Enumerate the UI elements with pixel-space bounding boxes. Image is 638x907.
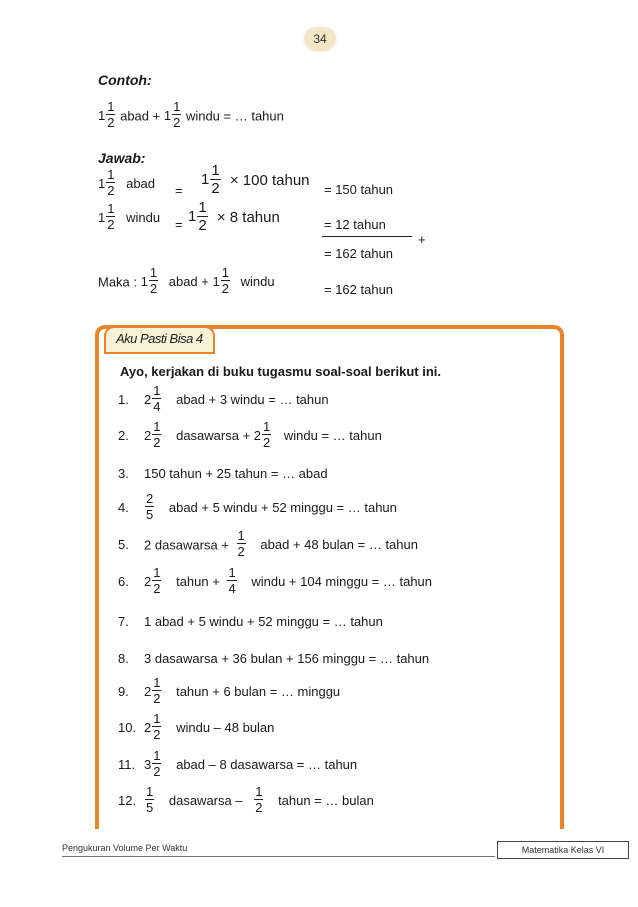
exercise-instruction: Ayo, kerjakan di buku tugasmu soal-soal berikut ini.	[120, 364, 441, 379]
jawab-row1-left	[98, 167, 156, 200]
question-1	[118, 383, 329, 416]
question-text: windu = … tahun	[283, 428, 382, 444]
numerator: 1	[255, 784, 263, 799]
maka-label: Maka :	[98, 274, 138, 290]
question-9	[118, 675, 341, 708]
footer-left: Pengukuran Volume Per Waktu	[62, 843, 188, 853]
numerator: 1	[107, 201, 115, 216]
mixed-whole: 2	[144, 427, 152, 443]
jawab-row2-result: = 12 tahun	[324, 217, 386, 232]
fraction	[145, 785, 154, 815]
fraction	[210, 162, 220, 197]
mixed-whole: 2	[144, 573, 152, 589]
fraction	[106, 100, 115, 130]
question-10	[118, 711, 275, 744]
contoh-heading: Contoh:	[98, 72, 152, 88]
unit-text: abad	[126, 176, 156, 192]
question-4	[118, 491, 397, 524]
question-6	[118, 565, 433, 598]
question-text: 150 tahun + 25 tahun = … abad	[144, 466, 328, 481]
question-text: abad + 5 windu + 52 minggu = … tahun	[168, 500, 397, 516]
numerator: 1	[173, 99, 181, 114]
question-number: 4.	[118, 500, 129, 516]
page-number: 34	[305, 28, 335, 50]
numerator: 1	[228, 565, 236, 580]
question-number: 5.	[118, 537, 129, 553]
maka-text: abad +	[168, 274, 209, 290]
numerator: 1	[153, 675, 161, 690]
fraction	[197, 199, 207, 234]
denominator: 5	[146, 507, 154, 522]
maka-text: windu	[240, 274, 275, 290]
maka-line	[98, 265, 275, 298]
question-number: 2.	[118, 428, 129, 444]
denominator: 2	[237, 544, 245, 559]
question-number: 8.	[118, 651, 129, 666]
numerator: 1	[263, 419, 271, 434]
fraction	[152, 712, 161, 742]
denominator: 2	[198, 217, 207, 234]
jawab-heading: Jawab:	[98, 150, 146, 166]
exercise-title: Aku Pasti Bisa 4	[104, 326, 215, 354]
mixed-whole: 1	[98, 175, 106, 191]
mixed-whole: 3	[144, 756, 152, 772]
denominator: 4	[153, 399, 161, 414]
numerator: 1	[149, 265, 158, 280]
numerator: 2	[146, 491, 154, 506]
denominator: 2	[153, 764, 161, 779]
numerator: 1	[153, 565, 161, 580]
question-number: 6.	[118, 574, 129, 590]
contoh-problem	[98, 99, 284, 132]
question-text: windu – 48 bulan	[176, 720, 275, 736]
question-number: 11.	[118, 757, 136, 773]
sum-rule	[322, 236, 412, 237]
fraction	[152, 676, 161, 706]
unit-text: windu	[126, 210, 161, 226]
question-7	[118, 614, 383, 629]
fraction	[172, 100, 181, 130]
numerator: 1	[198, 199, 207, 216]
footer-rule	[62, 856, 495, 857]
jawab-row2-expr	[188, 201, 280, 236]
denominator: 2	[149, 281, 158, 296]
question-number: 7.	[118, 614, 129, 629]
denominator: 2	[255, 800, 263, 815]
fraction	[149, 266, 158, 296]
denominator: 2	[153, 727, 161, 742]
question-text: tahun = … bulan	[278, 793, 374, 809]
mixed-whole: 1	[98, 209, 106, 225]
question-text: tahun + 6 bulan = … minggu	[176, 684, 341, 700]
fraction	[262, 420, 271, 450]
question-text: abad + 3 windu = … tahun	[176, 392, 329, 408]
question-number: 1.	[118, 392, 129, 408]
maka-result: = 162 tahun	[324, 282, 394, 297]
question-number: 10.	[118, 720, 137, 736]
denominator: 2	[153, 691, 161, 706]
denominator: 4	[228, 581, 236, 596]
mixed-whole: 1	[98, 107, 106, 123]
question-text: tahun +	[176, 574, 220, 590]
jawab-row1-result: = 150 tahun	[324, 182, 394, 197]
plus-sign: +	[418, 232, 426, 247]
numerator: 1	[153, 711, 161, 726]
jawab-row1-expr	[201, 164, 310, 199]
jawab-row1-eq: =	[175, 183, 183, 198]
denominator: 2	[221, 281, 229, 296]
numerator: 1	[153, 419, 161, 434]
denominator: 5	[146, 800, 154, 815]
denominator: 2	[153, 435, 161, 450]
denominator: 2	[211, 180, 220, 197]
jawab-sum: = 162 tahun	[324, 246, 394, 261]
fraction	[237, 529, 246, 559]
question-number: 12.	[118, 793, 137, 809]
numerator: 1	[153, 383, 161, 398]
problem-text: windu = … tahun	[185, 108, 284, 124]
question-number: 3.	[118, 466, 129, 481]
question-12	[118, 784, 374, 817]
question-text: dasawarsa –	[168, 793, 243, 809]
mixed-whole: 1	[212, 273, 220, 289]
numerator: 1	[237, 528, 245, 543]
numerator: 1	[221, 265, 229, 280]
fraction	[106, 168, 115, 198]
expression-text: × 100 tahun	[229, 172, 310, 190]
question-text: 3 dasawarsa + 36 bulan + 156 minggu = … tahun	[144, 651, 430, 666]
question-text: dasawarsa +	[176, 428, 251, 444]
question-8	[118, 651, 429, 666]
denominator: 2	[107, 217, 115, 232]
question-text: 2 dasawarsa +	[144, 537, 229, 553]
question-text: abad + 48 bulan = … tahun	[260, 537, 418, 553]
fraction	[152, 566, 161, 596]
fraction	[152, 420, 161, 450]
mixed-whole: 1	[201, 171, 210, 188]
fraction	[254, 785, 263, 815]
denominator: 2	[263, 435, 271, 450]
jawab-row2-left	[98, 201, 161, 234]
mixed-whole: 2	[144, 683, 152, 699]
denominator: 2	[153, 581, 161, 596]
problem-text: abad +	[120, 108, 161, 124]
fraction	[145, 492, 154, 522]
question-11	[118, 748, 358, 781]
expression-text: × 8 tahun	[216, 209, 280, 227]
fraction	[227, 566, 236, 596]
mixed-whole: 1	[188, 208, 197, 225]
mixed-whole: 2	[144, 719, 152, 735]
jawab-row2-eq: =	[175, 217, 183, 232]
question-5	[118, 528, 418, 561]
numerator: 1	[107, 167, 115, 182]
fraction	[152, 749, 161, 779]
footer-right: Matematika Kelas VI	[497, 841, 629, 859]
numerator: 1	[107, 99, 115, 114]
question-2	[118, 419, 382, 452]
numerator: 1	[211, 162, 220, 179]
mixed-whole: 1	[140, 273, 148, 289]
fraction	[221, 266, 230, 296]
denominator: 2	[107, 183, 115, 198]
numerator: 1	[153, 748, 161, 763]
mixed-whole: 2	[144, 391, 152, 407]
mixed-whole: 2	[253, 427, 262, 443]
question-3	[118, 466, 328, 481]
denominator: 2	[173, 115, 181, 130]
numerator: 1	[146, 784, 154, 799]
mixed-whole: 1	[163, 107, 172, 123]
question-text: windu + 104 minggu = … tahun	[251, 574, 433, 590]
question-text: 1 abad + 5 windu + 52 minggu = … tahun	[144, 614, 383, 629]
fraction	[106, 202, 115, 232]
denominator: 2	[107, 115, 115, 130]
fraction	[152, 384, 161, 414]
question-text: abad – 8 dasawarsa = … tahun	[176, 757, 358, 773]
question-number: 9.	[118, 684, 129, 700]
